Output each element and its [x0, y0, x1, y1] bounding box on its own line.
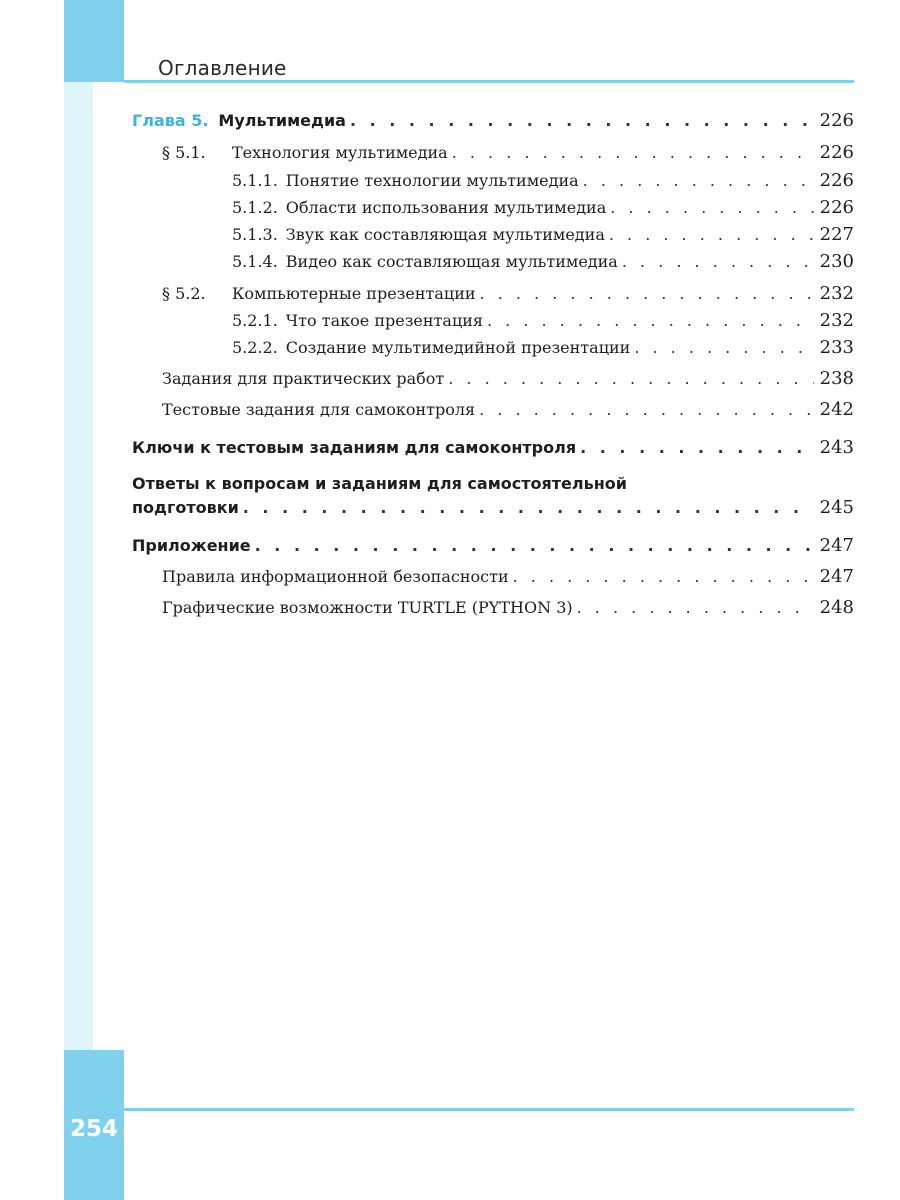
- subsection-number: 5.1.4.: [232, 252, 278, 271]
- subsection-number: 5.1.3.: [232, 225, 278, 244]
- leader-dots: [634, 338, 813, 357]
- leader-dots: [513, 567, 814, 586]
- toc-self-test-tasks[interactable]: [162, 399, 854, 425]
- leader-dots: [610, 198, 813, 217]
- page-ref: 226: [819, 170, 854, 191]
- side-color-strip: [64, 82, 93, 1050]
- subsection-title: Понятие технологии мультимедиа: [285, 171, 579, 190]
- leader-dots: [580, 438, 814, 457]
- toc-security-rules[interactable]: [162, 566, 854, 592]
- page-ref: 233: [819, 337, 854, 358]
- entry-title: Графические возможности TURTLE (PYTHON 3): [162, 598, 573, 617]
- toc-subsection-5-1-1[interactable]: [232, 170, 854, 196]
- leader-dots: [609, 225, 814, 244]
- page-ref: 230: [819, 251, 854, 272]
- page-ref: 232: [819, 310, 854, 331]
- subsection-title: Видео как составляющая мультимедиа: [285, 252, 618, 271]
- section-number: § 5.1.: [162, 143, 206, 162]
- toc-section-5-2[interactable]: [162, 283, 854, 309]
- entry-title: Задания для практических работ: [162, 369, 445, 388]
- page-ref: 247: [819, 535, 854, 556]
- subsection-number: 5.1.2.: [232, 198, 278, 217]
- leader-dots: [487, 311, 814, 330]
- answers-title-line1[interactable]: Ответы к вопросам и заданиям для самостоятельной: [132, 474, 627, 493]
- header-rule: [124, 80, 854, 83]
- footer-rule: [124, 1108, 854, 1111]
- page-header-title: Оглавление: [158, 56, 287, 80]
- subsection-title: Звук как составляющая мультимедиа: [285, 225, 605, 244]
- subsection-number: 5.2.2.: [232, 338, 278, 357]
- page-ref: 226: [819, 142, 854, 163]
- page-ref: 226: [819, 197, 854, 218]
- toc-turtle-graphics[interactable]: [162, 597, 854, 623]
- page-ref: 227: [819, 224, 854, 245]
- section-number: § 5.2.: [162, 284, 206, 303]
- leader-dots: [480, 284, 814, 303]
- toc-subsection-5-1-4[interactable]: [232, 251, 854, 277]
- toc-appendix[interactable]: [132, 535, 854, 561]
- page-ref: 226: [819, 110, 854, 131]
- toc-subsection-5-1-3[interactable]: [232, 224, 854, 250]
- leader-dots: [577, 598, 814, 617]
- leader-dots: [448, 369, 813, 388]
- toc-section-5-1[interactable]: [162, 142, 854, 168]
- entry-title: Ключи к тестовым заданиям для самоконтроля: [132, 438, 577, 457]
- page-ref: 232: [819, 283, 854, 304]
- chapter-title: Мультимедиа: [218, 111, 346, 130]
- entry-title: Тестовые задания для самоконтроля: [162, 400, 476, 419]
- entry-title: Приложение: [132, 536, 251, 555]
- toc-chapter-5[interactable]: [132, 110, 854, 136]
- subsection-number: 5.1.1.: [232, 171, 278, 190]
- page-ref: 245: [819, 497, 854, 518]
- page-ref: 247: [819, 566, 854, 587]
- toc-subsection-5-2-2[interactable]: [232, 337, 854, 363]
- section-title: Технология мультимедиа: [232, 143, 448, 162]
- entry-title: подготовки: [132, 498, 239, 517]
- page-ref: 238: [819, 368, 854, 389]
- page-ref: 248: [819, 597, 854, 618]
- section-title: Компьютерные презентации: [232, 284, 476, 303]
- subsection-number: 5.2.1.: [232, 311, 278, 330]
- leader-dots: [350, 111, 814, 130]
- chapter-number: Глава 5.: [132, 111, 209, 130]
- toc-subsection-5-2-1[interactable]: [232, 310, 854, 336]
- leader-dots: [479, 400, 814, 419]
- leader-dots: [583, 171, 814, 190]
- subsection-title: Что такое презентация: [285, 311, 483, 330]
- toc-keys[interactable]: [132, 437, 854, 463]
- toc-answers[interactable]: [132, 497, 854, 523]
- entry-title: Правила информационной безопасности: [162, 567, 509, 586]
- toc-practical-tasks[interactable]: [162, 368, 854, 394]
- leader-dots: [452, 143, 814, 162]
- header-color-tab: [64, 0, 124, 82]
- page-ref: 243: [819, 437, 854, 458]
- page-ref: 242: [819, 399, 854, 420]
- subsection-title: Создание мультимедийной презентации: [285, 338, 631, 357]
- toc-subsection-5-1-2[interactable]: [232, 197, 854, 223]
- leader-dots: [243, 498, 814, 517]
- subsection-title: Области использования мультимедиа: [285, 198, 607, 217]
- leader-dots: [255, 536, 814, 555]
- page-number: 254: [69, 1116, 118, 1142]
- leader-dots: [622, 252, 814, 271]
